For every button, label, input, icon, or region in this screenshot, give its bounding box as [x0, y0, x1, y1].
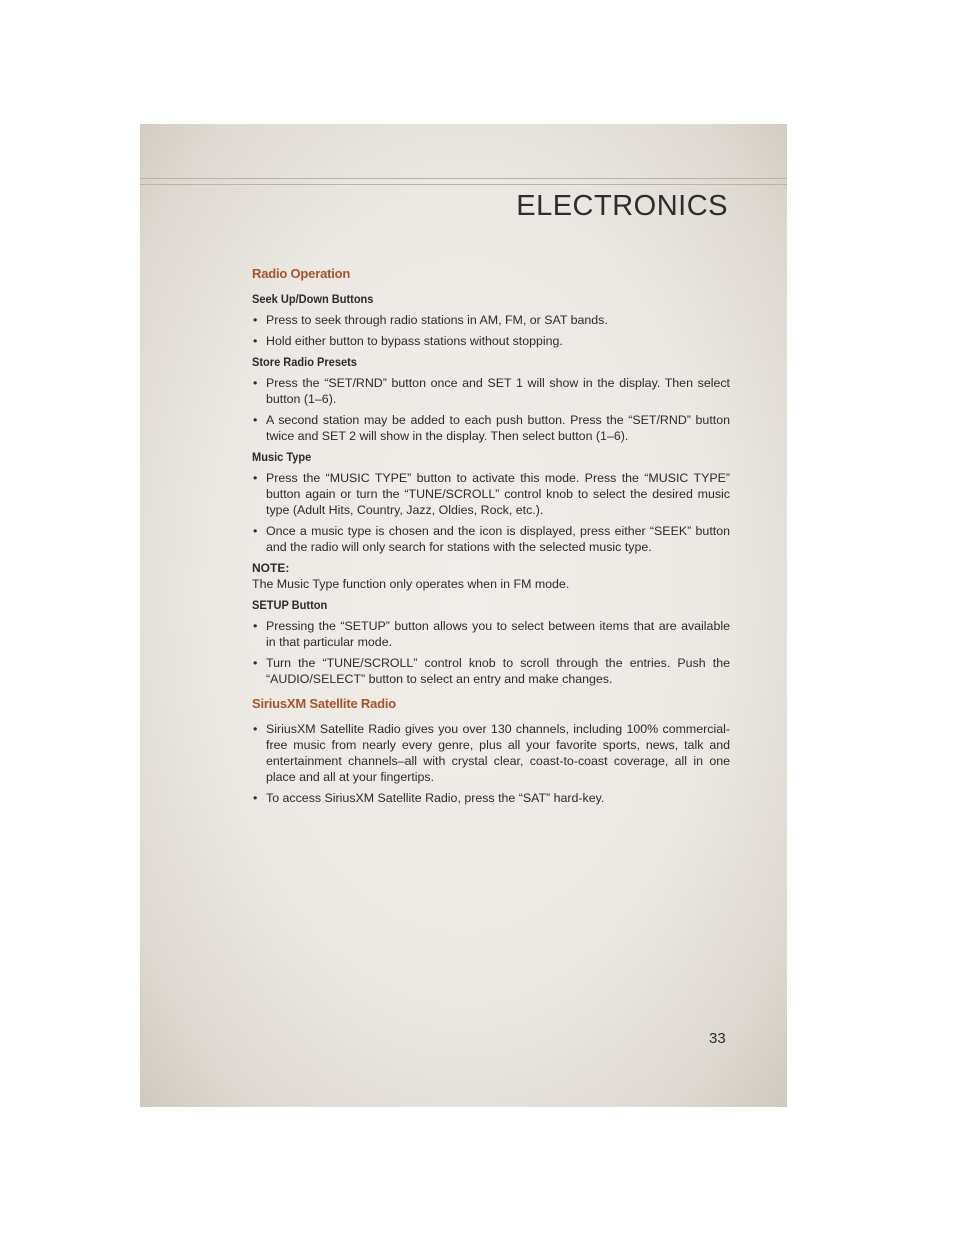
- list-item: • Pressing the “SETUP” button allows you to select between items that are available in that particular mode.: [252, 618, 730, 650]
- setup-bullet-list: [252, 618, 730, 687]
- list-item: • Hold either button to bypass stations without stopping.: [252, 333, 730, 349]
- list-item: • Press the “SET/RND” button once and SET 1 will show in the display. Then select button (1–6).: [252, 375, 730, 407]
- section-title: ELECTRONICS: [516, 190, 728, 222]
- note-text: The Music Type function only operates when in FM mode.: [252, 577, 570, 591]
- note-label: NOTE:: [252, 561, 290, 575]
- page-number: 33: [709, 1030, 726, 1047]
- list-item: • A second station may be added to each push button. Press the “SET/RND” button twice and SET 2 will show in the display. Then select button (1–6).: [252, 412, 730, 444]
- music-type-bullet-list: [252, 470, 730, 555]
- header-rule-bottom: [140, 184, 787, 185]
- main-content: [252, 266, 730, 811]
- seek-buttons-heading: Seek Up/Down Buttons: [252, 292, 374, 306]
- header-rule-top: [140, 178, 787, 179]
- presets-bullet-list: [252, 375, 730, 444]
- seek-bullet-list: [252, 312, 730, 349]
- list-item: • SiriusXM Satellite Radio gives you over 130 channels, including 100% commercial-free music from nearly every genre, plus all your favorite sports, news, talk and entertainment channels–all with crystal clear, coast-to-coast coverage, all in one place and all at your fingertips.: [252, 721, 730, 785]
- list-item: • Press to seek through radio stations in AM, FM, or SAT bands.: [252, 312, 730, 328]
- radio-operation-heading: Radio Operation: [252, 266, 351, 281]
- siriusxm-heading: SiriusXM Satellite Radio: [252, 696, 397, 711]
- siriusxm-bullet-list: [252, 721, 730, 806]
- list-item: • Turn the “TUNE/SCROLL” control knob to scroll through the entries. Push the “AUDIO/SELECT” button to select an entry and make changes.: [252, 655, 730, 687]
- store-presets-heading: Store Radio Presets: [252, 355, 357, 369]
- setup-button-heading: SETUP Button: [252, 598, 328, 612]
- list-item: • To access SiriusXM Satellite Radio, press the “SAT” hard-key.: [252, 790, 730, 806]
- list-item: • Press the “MUSIC TYPE” button to activate this mode. Press the “MUSIC TYPE” button again or turn the “TUNE/SCROLL” control knob to select the desired music type (Adult Hits, Country, Jazz, Oldies, Rock, etc.).: [252, 470, 730, 518]
- list-item: • Once a music type is chosen and the icon is displayed, press either “SEEK” button and the radio will only search for stations with the selected music type.: [252, 523, 730, 555]
- music-type-heading: Music Type: [252, 450, 312, 464]
